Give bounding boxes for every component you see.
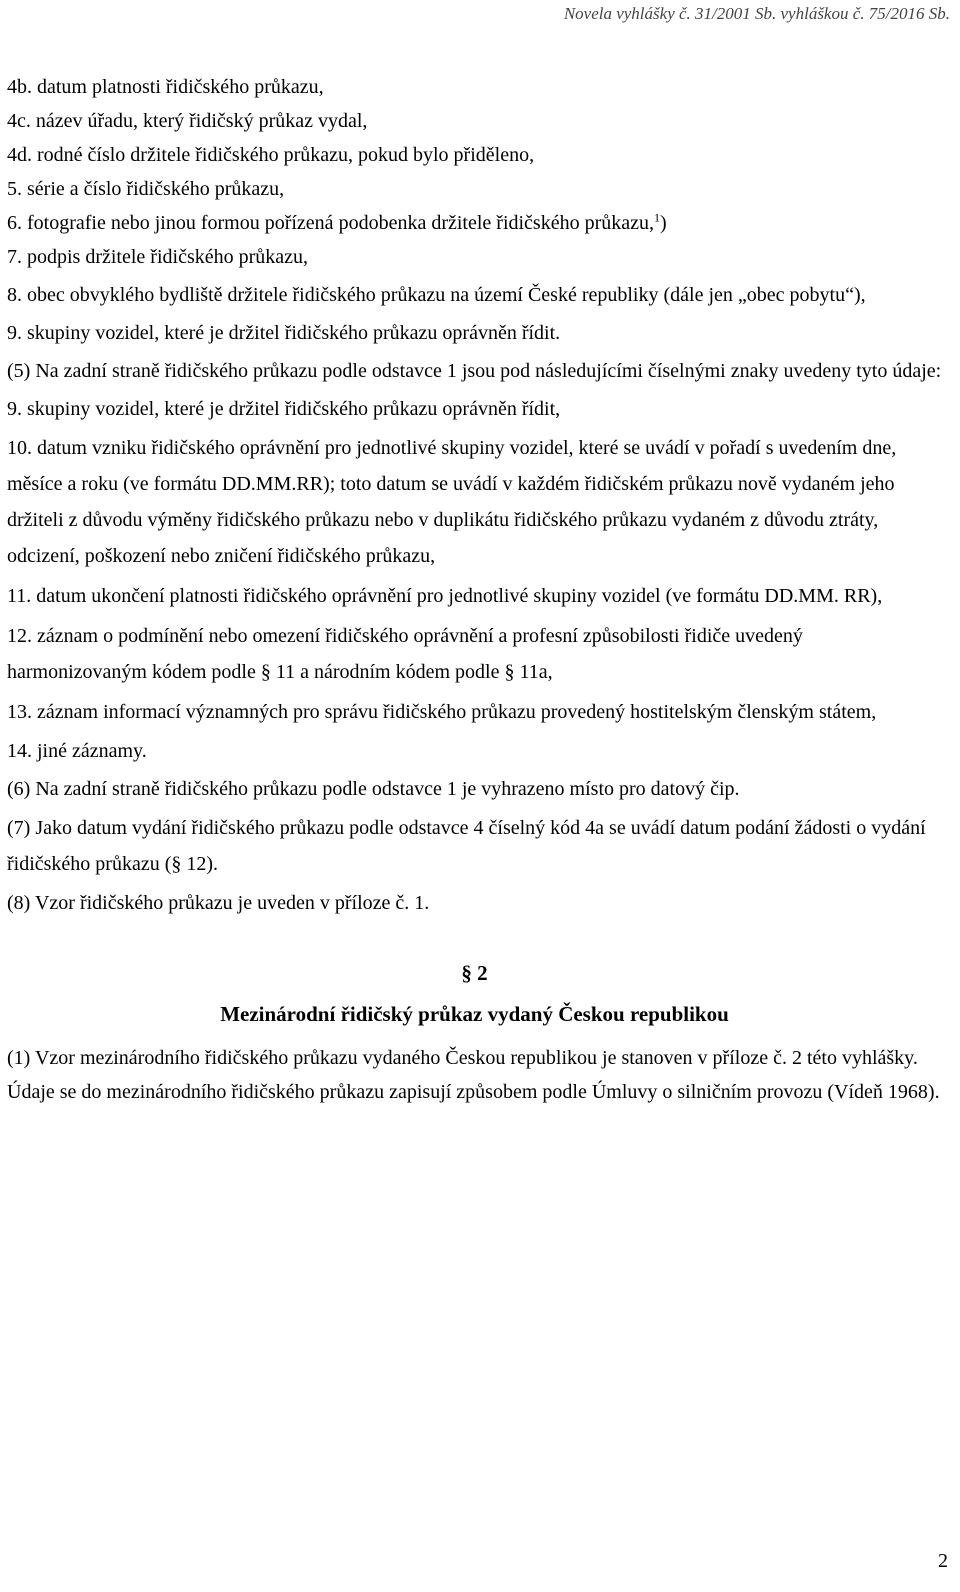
- paragraph-7: (7) Jako datum vydání řidičského průkazu podle odstavce 4 číselný kód 4a se uvádí datum podání žádosti o vydání řidičského průkazu (§ 12).: [7, 817, 926, 875]
- paragraph-8: (8) Vzor řidičského průkazu je uveden v příloze č. 1.: [7, 892, 430, 914]
- list-item-4c: 4c. název úřadu, který řidičský průkaz vydal,: [7, 110, 368, 132]
- back-item-9: 9. skupiny vozidel, které je držitel řidičského průkazu oprávněn řídit,: [7, 398, 561, 420]
- footnote-ref[interactable]: 1: [654, 210, 661, 225]
- paragraph-5: (5) Na zadní straně řidičského průkazu podle odstavce 1 jsou pod následujícími číselnými znaky uvedeny tyto údaje:: [7, 360, 942, 382]
- section-paragraph-1: (1) Vzor mezinárodního řidičského průkazu vydaného Českou republikou je stanoven v příloze č. 2 této vyhlášky. Údaje se do mezinárodního řidičského průkazu zapisují způsobem podle Úmluvy o silničním provozu (Vídeň 1968).: [7, 1047, 940, 1103]
- section-number: § 2: [461, 961, 488, 985]
- list-item-6: [7, 206, 942, 240]
- list-item-6-text: 6. fotografie nebo jinou formou pořízená podobenka držitele řidičského průkazu,: [7, 212, 655, 234]
- list-item-7: 7. podpis držitele řidičského průkazu,: [7, 246, 309, 268]
- back-item-14: 14. jiné záznamy.: [7, 740, 147, 762]
- list-item-4d: 4d. rodné číslo držitele řidičského průkazu, pokud bylo přiděleno,: [7, 144, 535, 166]
- document-body: [7, 70, 942, 1113]
- back-item-12: 12. záznam o podmínění nebo omezení řidičského oprávnění a profesní způsobilosti řidiče uvedený harmonizovaným kódem podle § 11 a národním kódem podle § 11a,: [7, 625, 803, 683]
- page-number: 2: [938, 1550, 948, 1572]
- running-header: Novela vyhlášky č. 31/2001 Sb. vyhláškou č. 75/2016 Sb.: [563, 4, 950, 23]
- section-title: Mezinárodní řidičský průkaz vydaný Českou republikou: [220, 1002, 729, 1026]
- list-item-5: 5. série a číslo řidičského průkazu,: [7, 178, 285, 200]
- list-item-6-tail: ): [660, 212, 667, 234]
- paragraph-6: (6) Na zadní straně řidičského průkazu podle odstavce 1 je vyhrazeno místo pro datový čip.: [7, 778, 740, 800]
- back-item-13: 13. záznam informací významných pro správu řidičského průkazu provedený hostitelským členským státem,: [7, 701, 877, 723]
- list-item-9: 9. skupiny vozidel, které je držitel řidičského průkazu oprávněn řídit.: [7, 322, 561, 344]
- list-item-8: 8. obec obvyklého bydliště držitele řidičského průkazu na území České republiky (dále jen „obec pobytu“),: [7, 284, 866, 306]
- back-item-10: 10. datum vzniku řidičského oprávnění pro jednotlivé skupiny vozidel, které se uvádí v pořadí s uvedením dne, měsíce a roku (ve formátu DD.MM.RR); toto datum se uvádí v každém řidičském průkazu nově vydaném jeho držiteli z důvodu výměny řidičského průkazu nebo v duplikátu řidičského průkazu vydaném z důvodu ztráty, odcizení, poškození nebo zničení řidičského průkazu,: [7, 437, 897, 567]
- back-item-11: 11. datum ukončení platnosti řidičského oprávnění pro jednotlivé skupiny vozidel (ve formátu DD.MM. RR),: [7, 585, 883, 607]
- list-item-4b: 4b. datum platnosti řidičského průkazu,: [7, 76, 324, 98]
